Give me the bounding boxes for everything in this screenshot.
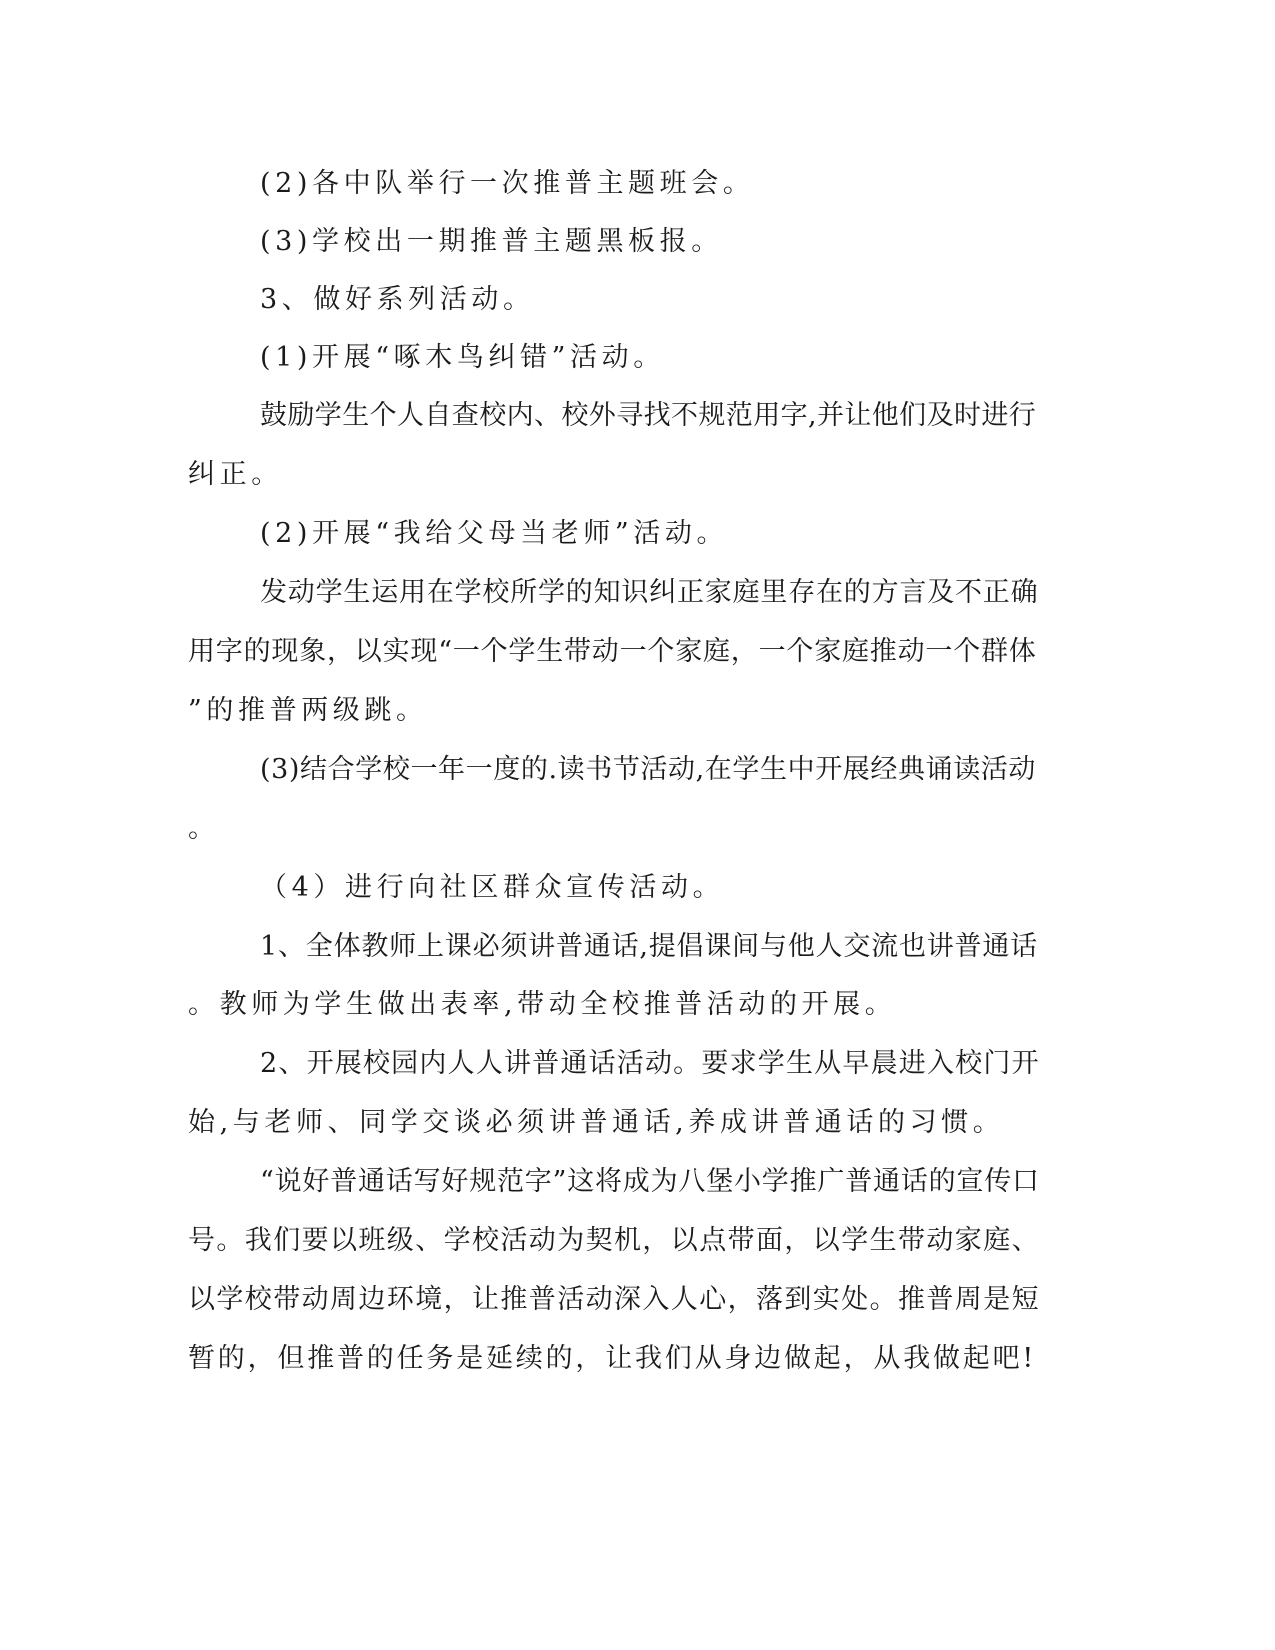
text-line-1: (2)各中队举行一次推普主题班会。 <box>260 168 755 199</box>
text-line-11: (3)结合学校一年一度的.读书节活动,在学生中开展经典诵读活动 <box>260 754 1037 785</box>
text-line-19: 号。我们要以班级、学校活动为契机，以点带面，以学生带动家庭、 <box>188 1225 1040 1256</box>
text-line-20: 以学校带动周边环境，让推普活动深入人心，落到实处。推普周是短 <box>188 1284 1040 1315</box>
text-line-8: 发动学生运用在学校所学的知识纠正家庭里存在的方言及不正确 <box>260 577 1039 608</box>
text-line-12: 。 <box>188 813 220 844</box>
text-line-10: ”的推普两级跳。 <box>188 695 428 726</box>
text-line-13: （4）进行向社区群众宣传活动。 <box>260 872 725 903</box>
text-line-2: (3)学校出一期推普主题黑板报。 <box>260 226 723 257</box>
text-line-9: 用字的现象，以实现“一个学生带动一个家庭，一个家庭推动一个群体 <box>188 636 1037 667</box>
text-line-4: (1)开展“啄木鸟纠错”活动。 <box>260 342 665 373</box>
text-line-5: 鼓励学生个人自查校内、校外寻找不规范用字,并让他们及时进行 <box>260 400 1037 431</box>
text-line-16: 2、开展校园内人人讲普通话活动。要求学生从早晨进入校门开 <box>260 1048 1040 1079</box>
text-line-6: 纠正。 <box>188 459 283 490</box>
text-line-14: 1、全体教师上课必须讲普通话,提倡课间与他人交流也讲普通话 <box>260 931 1038 962</box>
text-line-18: “说好普通话写好规范字”这将成为八堡小学推广普通话的宣传口 <box>260 1166 1040 1197</box>
text-line-17: 始,与老师、同学交谈必须讲普通话,养成讲普通话的习惯。 <box>188 1107 1005 1138</box>
text-line-3: 3、做好系列活动。 <box>260 284 535 315</box>
text-line-7: (2)开展“我给父母当老师”活动。 <box>260 518 729 549</box>
text-line-15: 。教师为学生做出表率,带动全校推普活动的开展。 <box>188 989 897 1020</box>
text-line-21: 暂的，但推普的任务是延续的，让我们从身边做起，从我做起吧! <box>188 1343 1037 1374</box>
